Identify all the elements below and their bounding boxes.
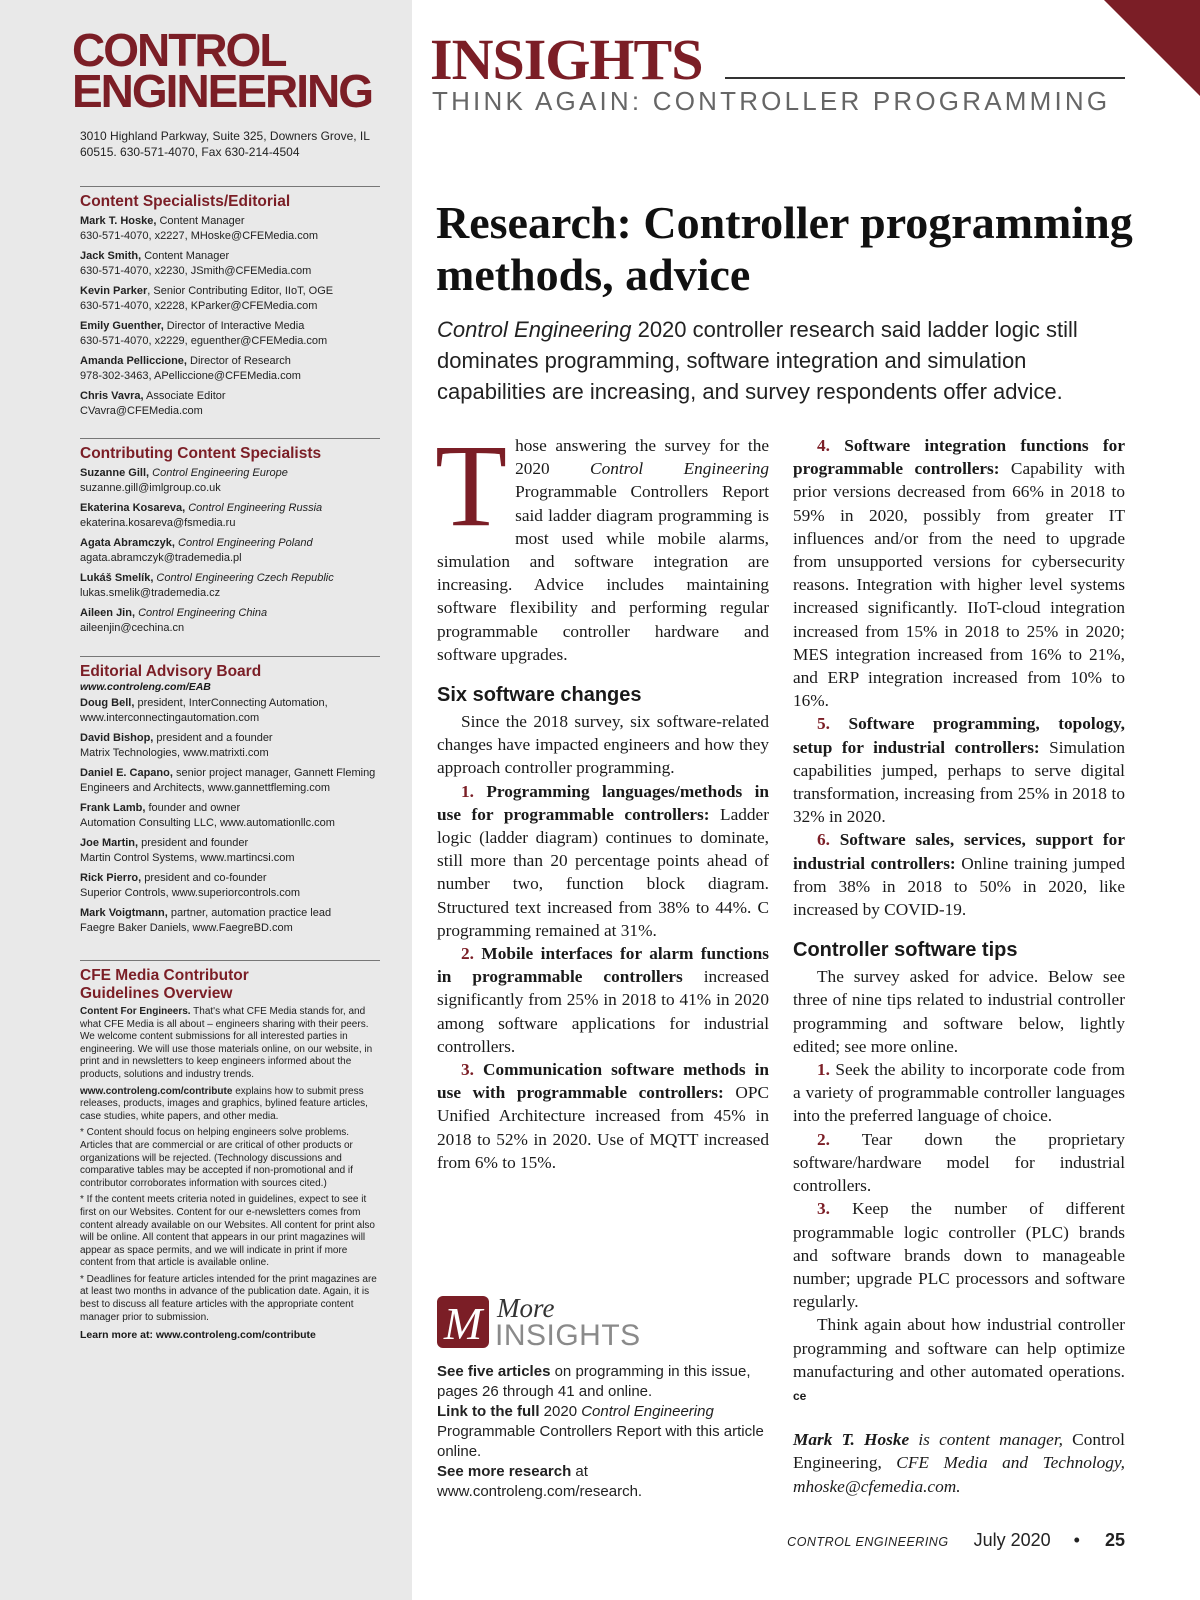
staff-role: Control Engineering Europe: [149, 467, 288, 479]
footer-magazine: CONTROL ENGINEERING: [787, 1535, 949, 1549]
author-signature: [793, 1428, 1125, 1498]
staff-role: senior project manager, Gannett Fleming: [172, 767, 376, 779]
staff-entry: [80, 696, 380, 725]
staff-role: Director of Research: [186, 355, 291, 367]
staff-name: Kevin Parker: [80, 285, 148, 297]
more-insights-line-3[interactable]: [437, 1462, 767, 1502]
footer-bullet: •: [1073, 1530, 1080, 1550]
staff-role: Control Engineering Czech Republic: [153, 572, 334, 584]
item-5: [793, 712, 1125, 828]
contributing-list: [80, 466, 380, 635]
learn-more-link[interactable]: Learn more at: www.controleng.com/contribute: [80, 1329, 316, 1342]
tip-number: 1.: [817, 1060, 830, 1080]
publisher-address: 3010 Highland Parkway, Suite 325, Downers Grove, IL 60515. 630-571-4070, Fax 630-214-4504: [80, 129, 370, 159]
item-2: [437, 942, 769, 1058]
staff-name: Rick Pierro,: [80, 872, 142, 884]
item-text: Simulation capabilities jumped, perhaps to serve digital transformation, increasing from 25% in 2018 to 32% in 2020.: [793, 737, 1125, 827]
tip-2: [793, 1128, 1125, 1198]
staff-name: Chris Vavra,: [80, 390, 144, 402]
item-1: [437, 780, 769, 942]
page-footer: [773, 1529, 1125, 1553]
item-number: 3.: [461, 1060, 474, 1080]
staff-name: Jack Smith,: [80, 250, 142, 262]
guidelines-para-4: * If the content meets criteria noted in guidelines, expect to see it first on our Websites. Content for our e-newsletters comes from content already available on our Websites. All content for print also will be online. All content that appears in our print magazines will appear as space permits, and we will indicate in print if more content from that article is available online.: [80, 1194, 375, 1269]
section-title: INSIGHTS: [430, 27, 703, 92]
item-number: 5.: [817, 714, 830, 734]
mi-text: Programmable Controllers Report with this article online.: [437, 1423, 764, 1460]
item-bold: Software sales, services, support for industrial controllers:: [793, 830, 1125, 873]
staff-entry: [80, 354, 380, 383]
item-number: 1.: [461, 781, 474, 801]
advisory-board-section: [80, 656, 380, 941]
staff-entry: [80, 571, 380, 600]
closing-paragraph: [793, 1313, 1125, 1408]
guidelines-para-2: [80, 1086, 380, 1124]
intro-text-b: Programmable Controllers Report said ladder diagram programming is most used while mobile alarms, simulation and software integration are increasing. Advice includes maintaining software flexibility and performing regular programmable controller hardware and software upgrades.: [437, 482, 769, 664]
guidelines-p1-text: That's what CFE Media stands for, and what CFE Media is all about – engineers sharing with their peers. We welcome content submissions for all interested parties in engineering. We will use those materials online, on our website, in print and in newsletters to keep engineers informed about the products, solutions and industry trends.: [80, 1006, 373, 1080]
staff-role: Content Manager: [141, 250, 230, 262]
staff-name: Daniel E. Capano,: [80, 767, 173, 779]
divider: [80, 960, 380, 961]
mi-bold: Link to the full: [437, 1403, 540, 1420]
deck-text: 2020 controller research said ladder logic still dominates programming, software integration and simulation capabilities are increasing, and survey respondents offer advice.: [437, 317, 1078, 404]
section-subtitle: THINK AGAIN: CONTROLLER PROGRAMMING: [432, 86, 1111, 116]
item-text: OPC Unified Architecture increased from 45% in 2018 to 52% in 2020. Use of MQTT increased from 6% to 15%.: [437, 1083, 769, 1172]
divider: [80, 186, 380, 187]
staff-entry: [80, 501, 380, 530]
logo-line-2: ENGINEERING: [72, 65, 373, 118]
mi-text: at www.controleng.com/research.: [437, 1463, 643, 1500]
staff-entry: [80, 466, 380, 495]
staff-entry: [80, 731, 380, 760]
guidelines-section: [80, 960, 380, 1342]
item-6: [793, 828, 1125, 921]
heading-six-changes: Six software changes: [437, 684, 642, 707]
insights-label: INSIGHTS: [495, 1319, 641, 1352]
staff-contact[interactable]: 630-571-4070, x2227, MHoske@CFEMedia.com: [80, 229, 319, 242]
staff-name: Aileen Jin,: [80, 607, 136, 619]
corner-accent: [1104, 0, 1200, 96]
item-number: 2.: [461, 944, 474, 964]
item-text: Online training jumped from 38% in 2018 to 50% in 2020, like increased by COVID-19.: [793, 853, 1125, 920]
staff-role: president and founder: [138, 837, 249, 849]
staff-name: Amanda Pelliccione,: [80, 355, 187, 367]
mi-bold: See five articles: [437, 1363, 551, 1380]
staff-role: partner, automation practice lead: [167, 907, 332, 919]
closing-text: Think again about how industrial controller programming and software can help optimize manufacturing and other automated operations.: [793, 1315, 1125, 1381]
page-number: 25: [1104, 1530, 1125, 1550]
article-column-2: [793, 434, 1125, 1498]
staff-name: Agata Abramczyk,: [80, 537, 175, 549]
article-deck: [437, 314, 1137, 407]
item-text: Capability with prior versions decreased from 66% in 2018 to 59% in 2020, possibly from greater IT influences and/or from the need to upgrade from unsupported versions for cybersecurity reasons. Integration with higher level systems increased significantly. IIoT-cloud integration increased from 15% in 2018 to 25% in 2020; MES integration increased from 16% to 21%, and ERP integration increased from 10% to 16%.: [793, 459, 1125, 711]
divider: [80, 438, 380, 439]
drop-cap: T: [435, 420, 508, 551]
guidelines-para-5: * Deadlines for feature articles intended for the print magazines are at least two months in advance of the publication date. Again, it is best to discuss all feature articles with the appropriate content manager prior to submission.: [80, 1273, 377, 1323]
staff-name: Ekaterina Kosareva,: [80, 502, 186, 514]
contributing-title: Contributing Content Specialists: [80, 445, 322, 462]
advisory-list: [80, 696, 380, 935]
staff-contact[interactable]: 630-571-4070, x2228, KParker@CFEMedia.com: [80, 299, 318, 312]
tips-intro: The survey asked for advice. Below see three of nine tips related to industrial controller programming and software below, lightly edited; see more online.: [793, 967, 1125, 1056]
staff-role: Director of Interactive Media: [163, 320, 305, 332]
staff-entry: [80, 906, 380, 935]
author-name: Mark T. Hoske: [793, 1430, 910, 1450]
guidelines-para-1: [80, 1006, 380, 1082]
item-bold: Communication software methods in use with programmable controllers:: [437, 1060, 769, 1103]
guidelines-p2-text: explains how to submit press releases, products, images and graphics, bylined feature articles, case studies, white papers, and other media.: [80, 1085, 368, 1122]
editorial-staff-section: [80, 186, 380, 424]
staff-contact[interactable]: Faegre Baker Daniels, www.FaegreBD.com: [80, 921, 293, 934]
staff-entry: [80, 214, 380, 243]
intro-text-a: hose answering the survey for the 2020: [515, 436, 769, 479]
more-insights-body: [437, 1362, 767, 1502]
staff-contact[interactable]: Matrix Technologies, www.matrixti.com: [80, 746, 269, 759]
control-engineering-logo: [72, 24, 382, 118]
staff-contact[interactable]: 630-571-4070, x2229, eguenther@CFEMedia.com: [80, 334, 328, 347]
more-insights-line-2[interactable]: [437, 1402, 767, 1462]
item-3: [437, 1058, 769, 1174]
tip-1: [793, 1058, 1125, 1128]
staff-role: Content Manager: [156, 215, 245, 227]
logo-line-1: CONTROL: [72, 24, 286, 76]
staff-contact[interactable]: Superior Controls, www.superiorcontrols.com: [80, 886, 301, 899]
advisory-url[interactable]: www.controleng.com/EAB: [80, 681, 211, 693]
staff-entry: [80, 606, 380, 635]
staff-role: president, InterConnecting Automation,: [134, 697, 328, 709]
item-text: increased significantly from 25% in 2018 to 41% in 2020 among software applications for industrial controllers.: [437, 967, 769, 1056]
staff-entry: [80, 284, 380, 313]
editorial-list: [80, 214, 380, 418]
guidelines-title-2: Guidelines Overview: [80, 985, 233, 1002]
staff-role: Associate Editor: [143, 390, 226, 402]
staff-name: Doug Bell,: [80, 697, 135, 709]
item-4: [793, 434, 1125, 712]
staff-contact[interactable]: CVavra@CFEMedia.com: [80, 404, 203, 417]
staff-role: , Senior Contributing Editor, IIoT, OGE: [147, 285, 334, 297]
staff-contact[interactable]: agata.abramczyk@trademedia.pl: [80, 551, 242, 564]
staff-entry: [80, 836, 380, 865]
guidelines-p1-bold: Content For Engineers.: [80, 1006, 191, 1017]
staff-role: president and a founder: [153, 732, 273, 744]
staff-name: David Bishop,: [80, 732, 154, 744]
article-column-1: [435, 420, 769, 1174]
tip-text: Seek the ability to incorporate code from a variety of programmable controller languages into the preferred language of choice.: [793, 1060, 1125, 1126]
item-bold: Software programming, topology, setup for industrial controllers:: [793, 714, 1125, 757]
mi-italic: Control Engineering: [581, 1403, 714, 1420]
advisory-title: Editorial Advisory Board: [80, 663, 262, 680]
item-bold: Mobile interfaces for alarm functions in programmable controllers: [437, 944, 769, 987]
staff-contact[interactable]: ekaterina.kosareva@fsmedia.ru: [80, 516, 236, 529]
header-rule: [725, 77, 1125, 79]
author-contact: CFE Media and Technology, mhoske@cfemedia.com.: [793, 1453, 1125, 1496]
staff-contact[interactable]: suzanne.gill@imlgroup.co.uk: [80, 481, 221, 494]
staff-role: Control Engineering Poland: [174, 537, 313, 549]
mi-text: on programming in this issue, pages 26 through 41 and online.: [437, 1363, 751, 1400]
end-mark: ce: [793, 1388, 807, 1403]
staff-role: president and co-founder: [141, 872, 267, 884]
item-number: 4.: [817, 436, 830, 455]
intro-paragraph: [435, 420, 769, 666]
deck-italic: Control Engineering: [437, 317, 632, 342]
staff-entry: [80, 249, 380, 278]
staff-name: Emily Guenther,: [80, 320, 164, 332]
intro-italic: Control Engineering: [590, 459, 769, 479]
six-intro: Since the 2018 survey, six software-related changes have impacted engineers and how they approach controller programming.: [437, 712, 769, 778]
contributing-section: [80, 438, 380, 641]
staff-entry: [80, 389, 380, 418]
staff-entry: [80, 766, 380, 795]
staff-contact[interactable]: 630-571-4070, x2230, JSmith@CFEMedia.com: [80, 264, 312, 277]
staff-name: Suzanne Gill,: [80, 467, 150, 479]
tip-3: [793, 1197, 1125, 1313]
article-headline: Research: Controller programming methods, advice: [436, 197, 1133, 300]
contribute-link[interactable]: www.controleng.com/contribute: [80, 1085, 233, 1097]
staff-entry: [80, 801, 380, 830]
staff-role: Control Engineering Russia: [185, 502, 323, 514]
author-org: Control Engineering,: [793, 1430, 1125, 1473]
staff-role: Control Engineering China: [135, 607, 268, 619]
staff-name: Mark T. Hoske,: [80, 215, 157, 227]
staff-contact[interactable]: aileenjin@cechina.cn: [80, 621, 185, 634]
editorial-title: Content Specialists/Editorial: [80, 193, 291, 210]
item-bold: Programming languages/methods in use for programmable controllers:: [437, 781, 769, 824]
staff-role: founder and owner: [145, 802, 241, 814]
tip-text: Keep the number of different programmable logic controller (PLC) brands and software brands down to manageable number; upgrade PLC processors and software regularly.: [793, 1199, 1125, 1312]
tip-text: Tear down the proprietary software/hardware model for industrial controllers.: [793, 1129, 1125, 1196]
staff-name: Frank Lamb,: [80, 802, 146, 814]
guidelines-title-1: CFE Media Contributor: [80, 967, 249, 984]
mi-text: 2020: [539, 1403, 582, 1420]
staff-name: Joe Martin,: [80, 837, 139, 849]
staff-contact[interactable]: www.interconnectingautomation.com: [80, 711, 260, 724]
staff-name: Mark Voigtmann,: [80, 907, 168, 919]
footer-date: July 2020: [973, 1530, 1051, 1550]
more-insights-line-1[interactable]: [437, 1362, 767, 1402]
item-number: 6.: [817, 830, 830, 850]
staff-entry: [80, 536, 380, 565]
sidebar: [0, 0, 412, 1600]
tip-number: 3.: [817, 1199, 830, 1219]
staff-entry: [80, 871, 380, 900]
author-role: is content manager,: [909, 1430, 1063, 1450]
item-text: Ladder logic (ladder diagram) continues to dominate, still more than 20 percentage points ahead of number two, function block diagram. Structured text increased from 38% to 44%. C programming remained at 31%.: [437, 804, 769, 940]
guidelines-para-3: * Content should focus on helping engineers solve problems. Articles that are commercial or are critical of other products or organizations will be rejected. (Technology discussions and comparative tables may be accepted if non-promotional and if contributor corroborates information with sources cited.): [80, 1127, 353, 1189]
staff-contact[interactable]: Automation Consulting LLC, www.automationllc.com: [80, 816, 335, 829]
more-insights-badge-icon: M: [437, 1296, 489, 1348]
staff-contact[interactable]: Engineers and Architects, www.gannettfleming.com: [80, 781, 331, 794]
item-bold: Software integration functions for programmable controllers:: [793, 436, 1125, 479]
staff-contact[interactable]: 978-302-3463, APelliccione@CFEMedia.com: [80, 369, 301, 382]
mi-bold: See more research: [437, 1463, 572, 1480]
staff-name: Lukáš Smelík,: [80, 572, 154, 584]
tip-number: 2.: [817, 1129, 830, 1149]
divider: [80, 656, 380, 657]
staff-contact[interactable]: Martin Control Systems, www.martincsi.com: [80, 851, 295, 864]
staff-entry: [80, 319, 380, 348]
more-label: More: [497, 1293, 555, 1323]
staff-contact[interactable]: lukas.smelik@trademedia.cz: [80, 586, 221, 599]
heading-tips: Controller software tips: [793, 939, 1018, 962]
